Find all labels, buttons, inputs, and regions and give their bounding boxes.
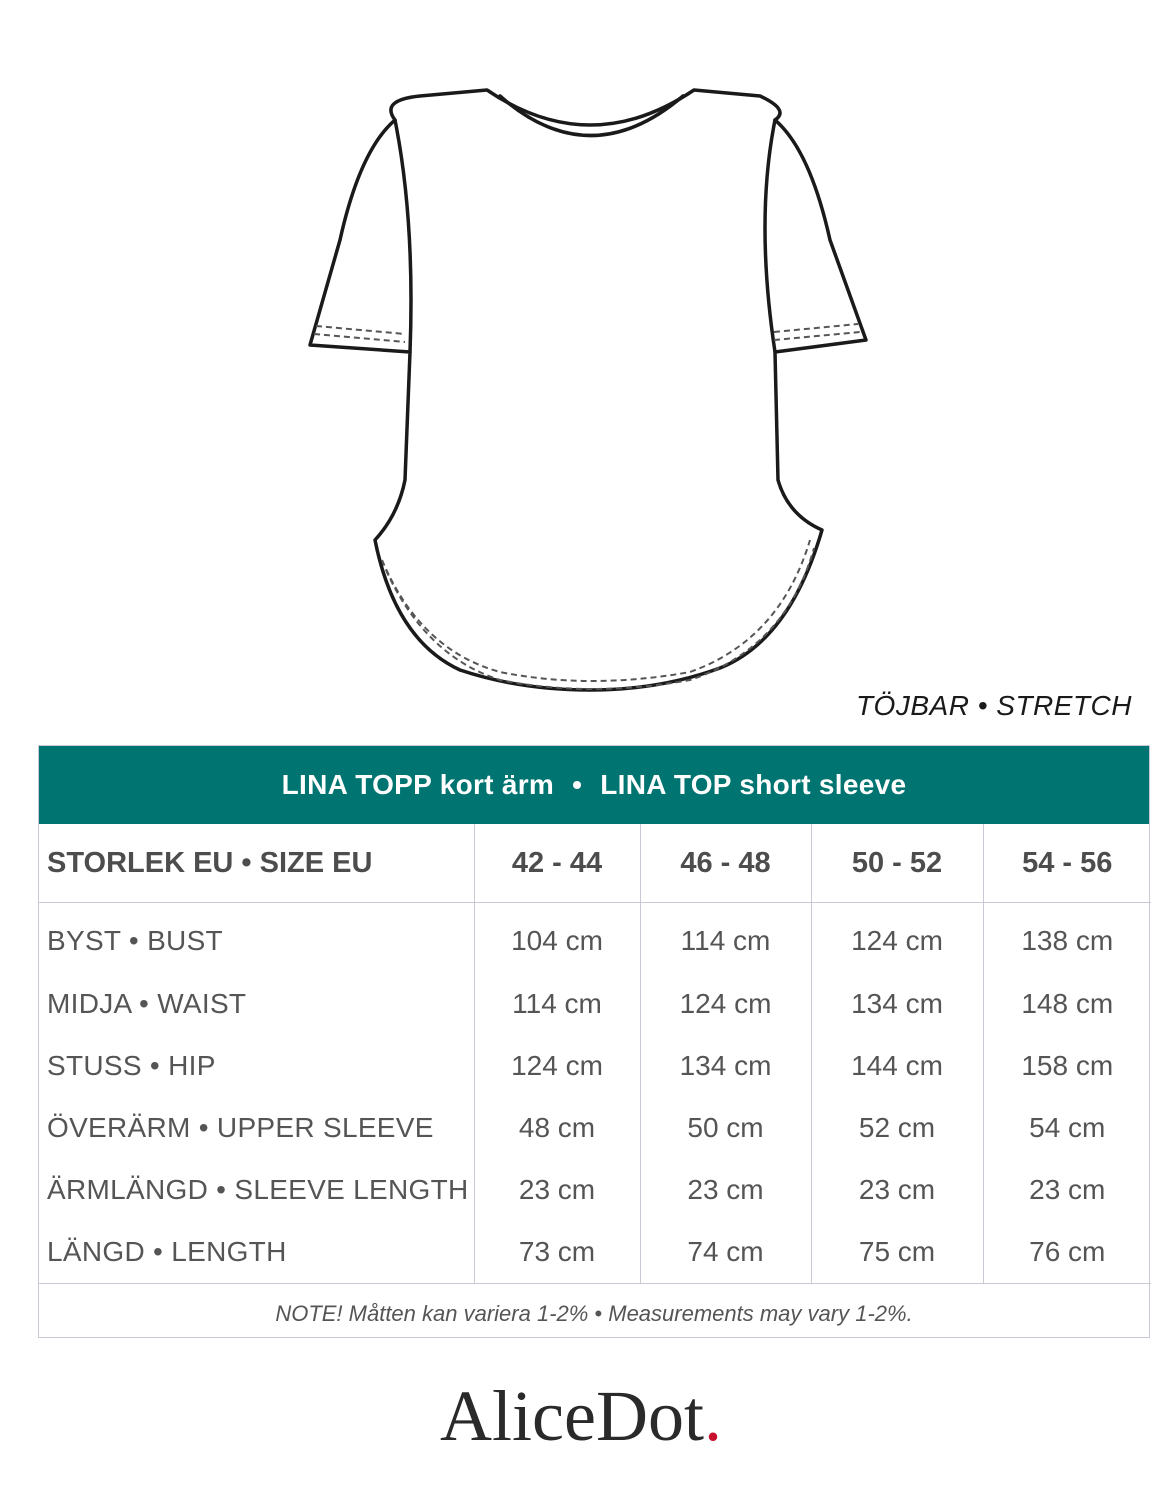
measurement-value: 138 cm [983,903,1151,974]
measurement-label: MIDJA • WAIST [47,988,247,1019]
chart-title-english: LINA TOP short sleeve [600,769,907,800]
brand-dot: . [703,1376,722,1456]
measurement-value: 158 cm [983,1035,1151,1097]
size-column-header: 46 - 48 [640,824,811,903]
measurement-label: BYST • BUST [47,925,223,956]
measurement-value: 114 cm [474,973,640,1035]
size-column-header: 42 - 44 [474,824,640,903]
measurement-value: 144 cm [811,1035,983,1097]
measurement-value: 23 cm [811,1159,983,1221]
measurement-value: 134 cm [640,1035,811,1097]
measurement-note: NOTE! Måtten kan variera 1-2% • Measurements may vary 1-2%. [275,1301,913,1326]
measurement-value: 134 cm [811,973,983,1035]
garment-illustration [290,70,890,710]
measurement-value: 23 cm [983,1159,1151,1221]
stretch-badge: TÖJBAR • STRETCH [855,690,1132,721]
brand-logo [0,1375,1162,1458]
measurement-value: 124 cm [474,1035,640,1097]
measurement-value: 74 cm [640,1221,811,1284]
measurement-value: 124 cm [640,973,811,1035]
measurement-value: 23 cm [474,1159,640,1221]
measurement-value: 73 cm [474,1221,640,1284]
measurement-value: 75 cm [811,1221,983,1284]
measurement-value: 50 cm [640,1097,811,1159]
size-column-header: 54 - 56 [983,824,1151,903]
size-chart [38,745,1150,1338]
chart-title-separator: • [572,769,583,800]
table-row [39,903,1151,974]
measurement-value: 23 cm [640,1159,811,1221]
table-row [39,1035,1151,1097]
measurement-value: 54 cm [983,1097,1151,1159]
measurement-value: 124 cm [811,903,983,974]
chart-title [39,746,1149,824]
table-row [39,1097,1151,1159]
measurement-label: ÄRMLÄNGD • SLEEVE LENGTH [47,1174,469,1205]
size-column-header: 50 - 52 [811,824,983,903]
measurement-label: LÄNGD • LENGTH [39,1221,474,1284]
measurement-label: STUSS • HIP [47,1050,216,1081]
table-row [39,1159,1151,1221]
measurement-label: ÖVERÄRM • UPPER SLEEVE [47,1112,434,1143]
brand-name: AliceDot [440,1376,704,1456]
table-row [39,1221,1151,1284]
measurement-value: 76 cm [983,1221,1151,1284]
size-header-row [39,824,1151,903]
size-table [39,824,1151,1284]
table-row [39,973,1151,1035]
measurement-value: 114 cm [640,903,811,974]
size-header-label: STORLEK EU • SIZE EU [39,824,474,903]
measurement-value: 104 cm [474,903,640,974]
measurement-value: 48 cm [474,1097,640,1159]
measurement-value: 148 cm [983,973,1151,1035]
chart-title-swedish: LINA TOPP kort ärm [281,769,555,800]
measurement-value: 52 cm [811,1097,983,1159]
